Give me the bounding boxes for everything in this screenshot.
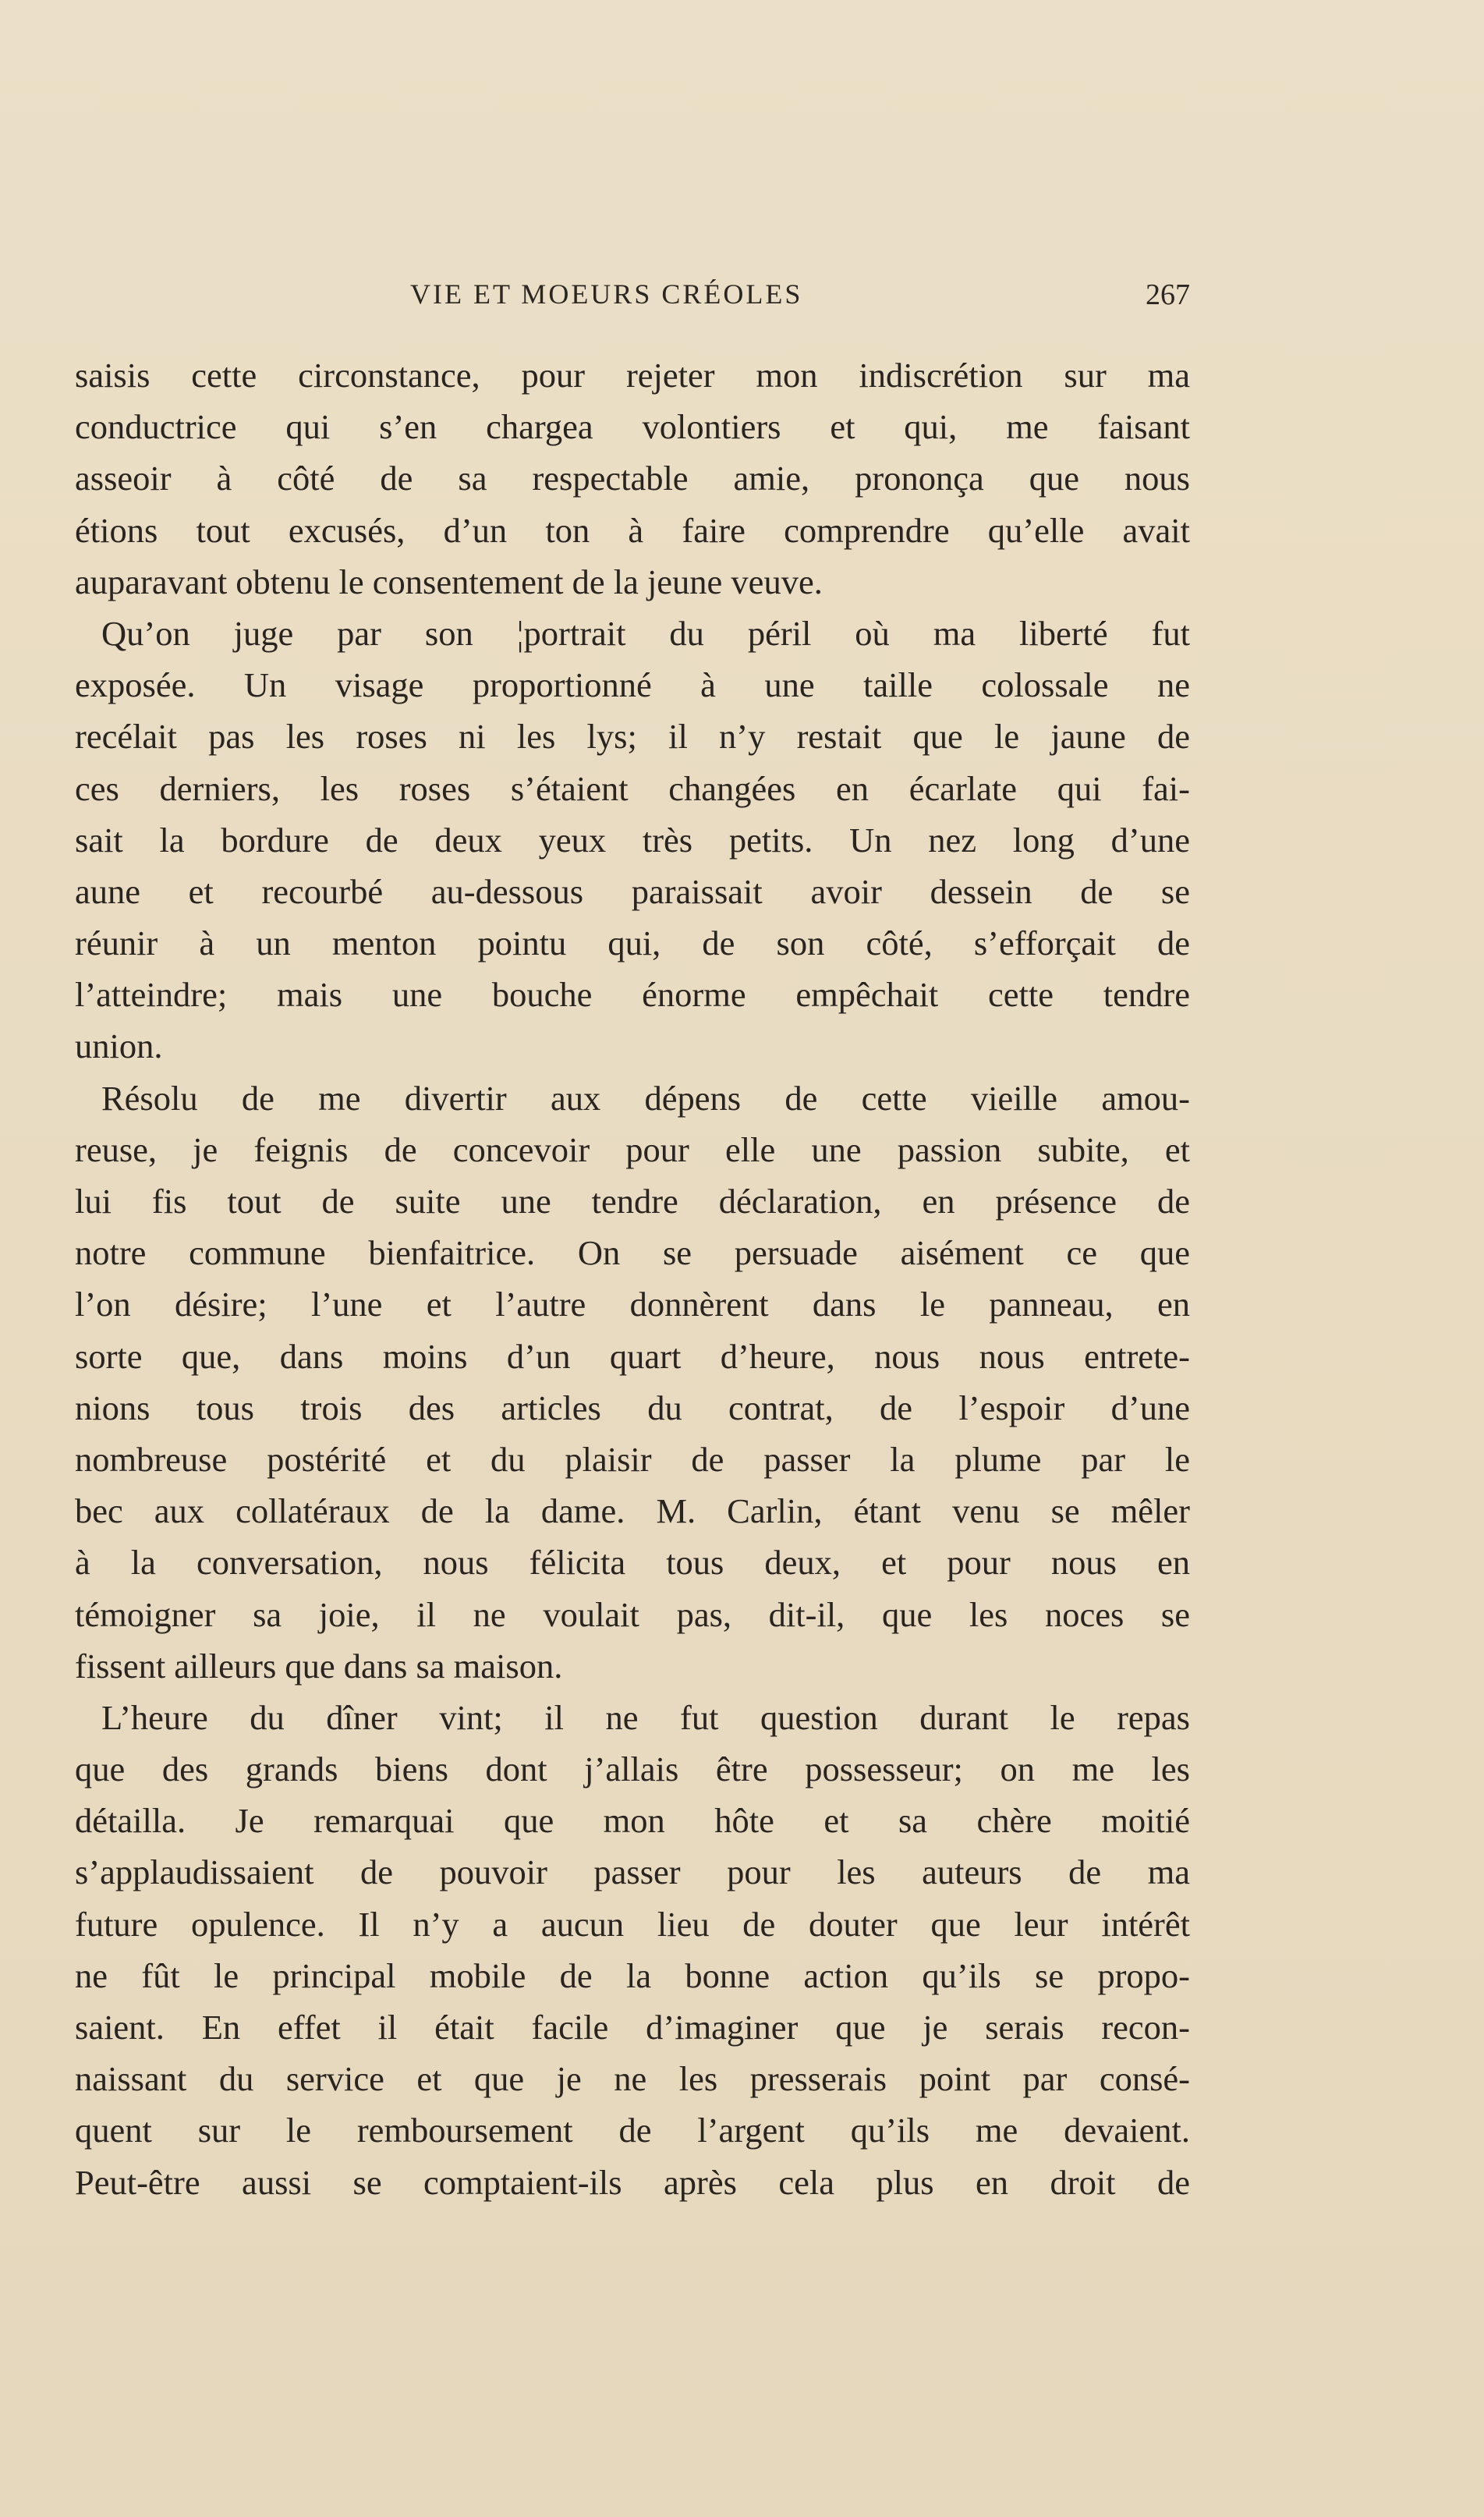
- running-header: [75, 278, 1190, 321]
- text-line: auparavant obtenu le consentement de la jeune veuve.: [75, 562, 823, 601]
- text-line: lui fis tout de suite une tendre déclaration, en présence de: [75, 1182, 1190, 1221]
- text-line: l’atteindre; mais une bouche énorme empêchait cette tendre: [75, 975, 1190, 1015]
- text-line: bec aux collatéraux de la dame. M. Carlin, étant venu se mêler: [75, 1491, 1190, 1531]
- text-line: témoigner sa joie, il ne voulait pas, dit-il, que les noces se: [75, 1594, 1190, 1634]
- text-line: saient. En effet il était facile d’imaginer que je serais recon-: [75, 2008, 1190, 2047]
- text-line: naissant du service et que je ne les presserais point par consé-: [75, 2059, 1190, 2099]
- text-line: conductrice qui s’en chargea volontiers et qui, me faisant: [75, 407, 1190, 447]
- text-line: l’on désire; l’une et l’autre donnèrent dans le panneau, en: [75, 1285, 1190, 1324]
- text-line: s’applaudissaient de pouvoir passer pour les auteurs de ma: [75, 1852, 1190, 1892]
- text-line: ne fût le principal mobile de la bonne action qu’ils se propo-: [75, 1955, 1190, 1995]
- page-number: 267: [1146, 278, 1190, 311]
- text-line: union.: [75, 1026, 163, 1066]
- text-line: aune et recourbé au-dessous paraissait avoir dessein de se: [75, 871, 1190, 911]
- text-line: Qu’on juge par son ¦portrait du péril où ma liberté fut: [101, 613, 1190, 653]
- text-line: ces derniers, les roses s’étaient changées en écarlate qui fai-: [75, 768, 1190, 808]
- running-title: VIE ET MOEURS CRÉOLES: [410, 278, 803, 310]
- text-line: future opulence. Il n’y a aucun lieu de douter que leur intérêt: [75, 1904, 1190, 1944]
- text-line: exposée. Un visage proportionné à une taille colossale ne: [75, 665, 1190, 705]
- text-line: Peut-être aussi se comptaient-ils après cela plus en droit de: [75, 2162, 1190, 2202]
- text-line: saisis cette circonstance, pour rejeter mon indiscrétion sur ma: [75, 356, 1190, 395]
- text-line: nions tous trois des articles du contrat, de l’espoir d’une: [75, 1388, 1190, 1427]
- text-line: reuse, je feignis de concevoir pour elle une passion subite, et: [75, 1129, 1190, 1169]
- text-line: nombreuse postérité et du plaisir de passer la plume par le: [75, 1439, 1190, 1479]
- text-line: asseoir à côté de sa respectable amie, prononça que nous: [75, 459, 1190, 498]
- text-line: sorte que, dans moins d’un quart d’heure, nous nous entrete-: [75, 1336, 1190, 1376]
- text-line: détailla. Je remarquai que mon hôte et sa chère moitié: [75, 1801, 1190, 1841]
- body-text: [75, 349, 1190, 2208]
- text-line: réunir à un menton pointu qui, de son côté, s’efforçait de: [75, 923, 1190, 963]
- text-line: étions tout excusés, d’un ton à faire comprendre qu’elle avait: [75, 510, 1190, 550]
- text-line: recélait pas les roses ni les lys; il n’y restait que le jaune de: [75, 717, 1190, 757]
- text-line: que des grands biens dont j’allais être possesseur; on me les: [75, 1749, 1190, 1789]
- text-line: Résolu de me divertir aux dépens de cette vieille amou-: [101, 1078, 1190, 1118]
- text-line: à la conversation, nous félicita tous deux, et pour nous en: [75, 1543, 1190, 1583]
- text-line: fissent ailleurs que dans sa maison.: [75, 1646, 563, 1686]
- text-line: L’heure du dîner vint; il ne fut question durant le repas: [101, 1697, 1190, 1737]
- text-line: sait la bordure de deux yeux très petits. Un nez long d’une: [75, 820, 1190, 860]
- text-line: notre commune bienfaitrice. On se persuade aisément ce que: [75, 1233, 1190, 1273]
- text-line: quent sur le remboursement de l’argent qu’ils me devaient.: [75, 2111, 1190, 2150]
